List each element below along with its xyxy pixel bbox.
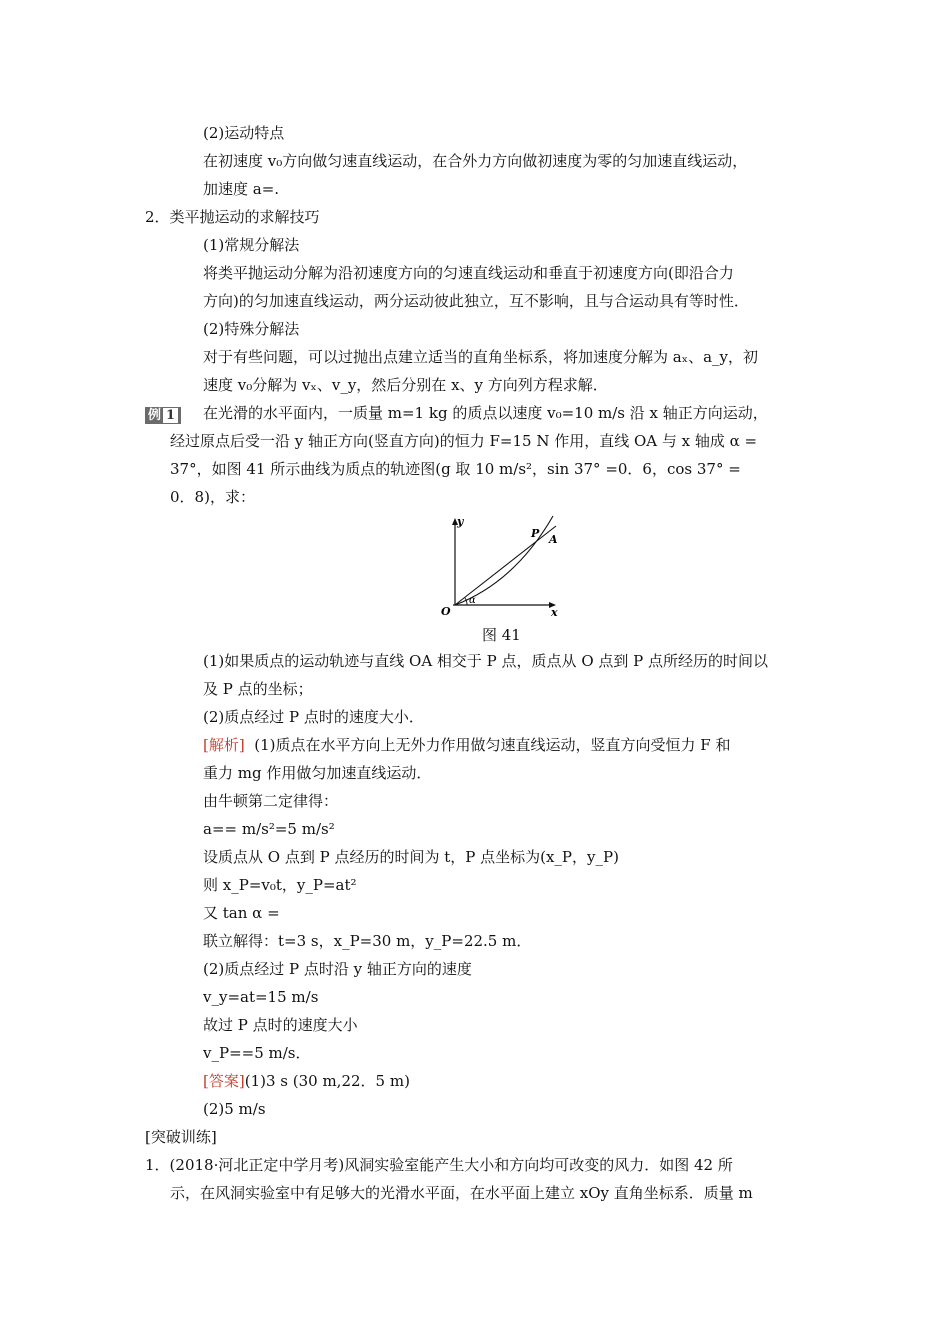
text-line: 联立解得：t=3 s，x_P=30 m，y_P=22.5 m． [203,932,532,950]
text-line: 将类平抛运动分解为沿初速度方向的匀速直线运动和垂直于初速度方向(即沿合力 [203,264,734,282]
text-line: 加速度 a=. [203,180,280,198]
text-line: 故过 P 点时的速度大小 [203,1016,358,1034]
origin-label: O [441,605,451,618]
answer-line: [答案](1)3 s (30 m,22．5 m) [203,1072,410,1090]
text-line: 速度 v₀分解为 vₓ、v_y，然后分别在 x、y 方向列方程求解． [203,376,608,394]
alpha-label: α [469,595,476,606]
text-line: v_y=at=15 m/s [203,988,319,1006]
angle-arc [465,598,467,605]
text-line: 又 tan α = [203,904,280,922]
text-line: 示，在风洞实验室中有足够大的光滑水平面，在水平面上建立 xOy 直角坐标系．质量 m [170,1184,753,1202]
text-line: a== m/s²=5 m/s² [203,820,335,838]
text-line: (2)特殊分解法 [203,320,300,338]
text-line: 在初速度 v₀方向做匀速直线运动，在合外力方向做初速度为零的匀加速直线运动， [203,152,748,170]
text-line: 对于有些问题，可以过抛出点建立适当的直角坐标系，将加速度分解为 aₓ、a_y，初 [203,348,758,366]
a-label: A [549,533,558,546]
text-line: (2)质点经过 P 点时沿 y 轴正方向的速度 [203,960,472,978]
y-label: y [457,515,464,528]
text-line: 设质点从 O 点到 P 点经历的时间为 t，P 点坐标为(x_P，y_P) [203,848,619,866]
line-oa [455,526,556,605]
text-line: (2)质点经过 P 点时的速度大小． [203,708,424,726]
text-line: 则 x_P=v₀t，y_P=at² [203,876,357,894]
text-line: 重力 mg 作用做匀加速直线运动． [203,764,432,782]
figure-caption: 图 41 [482,626,521,644]
p-label: P [531,527,540,540]
section-heading: [突破训练] [145,1128,217,1146]
text-line: 经过原点后受一沿 y 轴正方向(竖直方向)的恒力 F=15 N 作用，直线 OA 与 x 轴成 α = [170,432,758,450]
analysis-marker: [解析] [203,736,245,754]
text-line: 在光滑的水平面内，一质量 m=1 kg 的质点以速度 v₀=10 m/s 沿 x 轴正方向运动， [203,404,768,422]
x-label: x [551,606,558,618]
text-line: v_P==5 m/s． [203,1044,311,1062]
text-line: 方向)的匀加速直线运动，两分运动彼此独立，互不影响，且与合运动具有等时性． [203,292,749,310]
text-line: 0．8)，求： [170,488,255,506]
text-line: (1)如果质点的运动轨迹与直线 OA 相交于 P 点，质点从 O 点到 P 点所经历的时间以 [203,652,769,670]
analysis-line: [解析] (1)质点在水平方向上无外力作用做匀速直线运动，竖直方向受恒力 F 和 [203,736,731,754]
text-line: 1．(2018·河北正定中学月考)风洞实验室能产生大小和方向均可改变的风力．如图 42 所 [145,1156,733,1174]
text-line: 及 P 点的坐标； [203,680,313,698]
text-line: 37°，如图 41 所示曲线为质点的轨迹图(g 取 10 m/s²，sin 37° =0．6，cos 37° = [170,460,741,478]
answer-marker: [答案] [203,1072,245,1090]
text-line: (2)5 m/s [203,1100,266,1118]
example-badge: 例 1 [145,403,183,425]
text-line: 由牛顿第二定律得： [203,792,339,810]
text-line: (2)运动特点 [203,124,285,142]
trajectory-figure [435,512,565,618]
text-line: (1)常规分解法 [203,236,300,254]
section-heading: 2．类平抛运动的求解技巧 [145,208,320,226]
